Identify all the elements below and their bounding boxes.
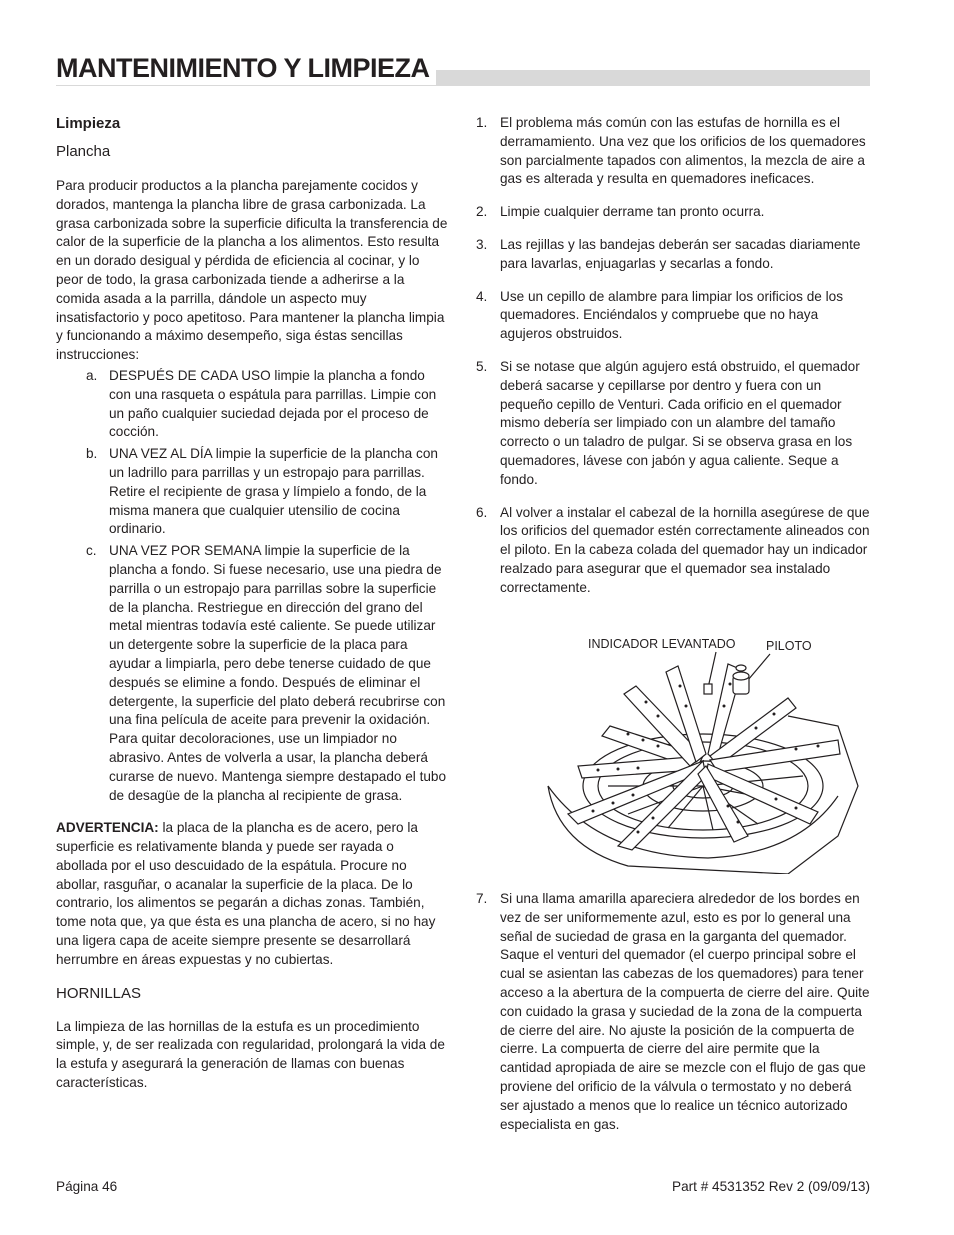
list-item-text: UNA VEZ POR SEMANA limpie la superficie de la plancha a fondo. Si fuese necesario, use una piedra de parrilla o un estropajo para parrillas sobre la superficie de la plancha. Restriegue en dirección del grano del metal mientras todavía esté caliente. Se puede utilizar un detergente sobre la superficie de la placa para ayudar a limpiarla, pero debe tenerse cuidado de que después se elimine a fondo. Después de eliminar el detergente, la superficie del plato deberá recubrirse con una fina película de aceite para prevenir la oxidación. Para quitar decoloraciones, use un limpiador no abrasivo. Antes de volverla a usar, la plancha deberá curarse de nuevo. Mantenga siempre destapado el tubo de desagüe de la plancha al recipiente de grasa. (109, 543, 447, 803)
list-item-label: b. (86, 446, 98, 462)
left-column (56, 114, 448, 1093)
list-item-label: 6. (476, 504, 488, 520)
page-number: Página 46 (56, 1179, 118, 1194)
list-item-text: Al volver a instalar el cabezal de la hornilla asegúrese de que los orificios del quemador estén correctamente alineados con el piloto. En la cabeza colada del quemador hay un indicador realzado para asegurar que el quemador sea instalado correctamente. (500, 504, 870, 595)
section-heading-limpieza: Limpieza (56, 115, 121, 132)
list-item-text: Limpie cualquier derrame tan pronto ocurra. (500, 204, 765, 220)
list-item-label: 3. (476, 236, 488, 252)
list-item (56, 367, 448, 442)
hornillas-paragraph: La limpieza de las hornillas de la estufa es un procedimiento simple, y, de ser realizada con regularidad, prolongará la vida de la estufa y asegurará la generación de llamas con buenas características. (56, 1018, 445, 1091)
page-title: MANTENIMIENTO Y LIMPIEZA (56, 51, 436, 85)
list-item (476, 504, 872, 598)
plancha-steps-list (56, 367, 448, 805)
list-item (476, 236, 872, 274)
list-item (476, 288, 872, 344)
list-item-label: c. (86, 543, 97, 559)
warning-text: la placa de la plancha es de acero, pero la superficie es relativamente blanda y puede ser rayada o abollada por el uso descuidado de la espátula. Procure no abollar, rasguñar, o acanalar la superficie de la placa. De lo contrario, los alimentos se pegarán a dichas zonas. También, tome nota que, ya que ésta es una plancha de acero, si no hay una ligera capa de aceite siempre presente se desarrollará herrumbre en áreas expuestas y no cubiertas. (56, 820, 436, 967)
figure-label-indicator: INDICADOR LEVANTADO (588, 637, 736, 651)
burner-illustration (538, 636, 864, 874)
part-number: Part # 4531352 Rev 2 (09/09/13) (672, 1179, 870, 1194)
list-item-label: 1. (476, 115, 488, 130)
list-item (476, 358, 872, 490)
list-item-label: 4. (476, 288, 488, 304)
list-item (56, 445, 448, 539)
subheading-hornillas: HORNILLAS (56, 984, 142, 1002)
intro-paragraph: Para producir productos a la plancha parejamente cocidos y dorados, mantenga la plancha libre de grasa carbonizada. La grasa carbonizada sobre la superficie dificulta la transferencia de calor de la superficie de la plancha a los alimentos. Esto resulta en un dorado desigual y pérdida de eficiencia al cocinar, y lo peor de todo, la grasa carbonizada tiende a adherirse a la comida asada a la parrilla, dándole un aspecto muy insatisfactorio y poco apetitoso. Para mantener la plancha limpia y funcionando a máximo desempeño, siga éstas sencillas instrucciones: (56, 178, 448, 363)
list-item-text: DESPUÉS DE CADA USO limpie la plancha a fondo con una rasqueta o espátula para parrillas. Limpie con un paño cualquier suciedad dejada por el proceso de cocción. (109, 367, 437, 440)
list-item-text: Use un cepillo de alambre para limpiar los orificios de los quemadores. Enciéndalos y compruebe que no haya agujeros obstruidos. (500, 288, 844, 342)
list-item-text: UNA VEZ AL DÍA limpie la superficie de la plancha con un ladrillo para parrillas y un estropajo para parrillas. Retire el recipiente de grasa y límpielo a fondo, de la misma manera que cualquier utensilio de cocina ordinario. (109, 446, 438, 537)
list-item (476, 203, 872, 222)
list-item-label: 2. (476, 204, 488, 220)
list-item-text: Las rejillas y las bandejas deberán ser sacadas diariamente para lavarlas, enjuagarlas y secarlas a fondo. (500, 236, 861, 271)
list-item-text: Si una llama amarilla apareciera alrededor de los bordes en vez de ser uniformemente azul, esto es por lo general una señal de suciedad de grasa en la garganta del quemador. Saque el venturi del quemador (el cuerpo principal sobre el cual se asientan las cabezas de los quemadores) para tener acceso a la abertura de la compuerta de cierre del aire. Quite con cuidado la grasa y suciedad de la zona de la compuerta de cierre del aire. No ajuste la posición de la compuerta de cierre. La compuerta de cierre del aire permite que la cantidad apropiada de aire se mezcle con el flujo de gas que proviene del orificio de la válvula o termostato y no deberá ser ajustado a menos que lo realice un técnico autorizado especialista en gas. (500, 891, 870, 1132)
list-item (476, 114, 872, 189)
list-item-text: El problema más común con las estufas de hornilla es el derramamiento. Una vez que los orificios de los quemadores son parcialmente tapados con alimentos, la mezcla de aire a gas es alterada y resulta en quemadores ineficaces. (500, 115, 866, 187)
warning-paragraph (56, 819, 448, 969)
right-column (476, 114, 872, 612)
list-item (56, 542, 448, 805)
list-item-label: a. (86, 367, 98, 383)
burner-steps-list (476, 114, 872, 598)
list-item-label: 5. (476, 358, 488, 374)
burner-figure (538, 636, 864, 874)
list-item-7 (476, 890, 872, 1134)
list-item-text: Si se notase que algún agujero está obstruido, el quemador deberá sacarse y cepillarse por dentro y fuera con un pequeño cepillo de Venturi. Cada orificio en el quemador mismo debería ser limpiado con un alambre del tamaño correcto o un taladro de pulgar. Si se observa grasa en los quemadores, lávese con jabón y agua caliente. Seque a fondo. (500, 358, 860, 487)
subheading-plancha: Plancha (56, 143, 111, 160)
figure-label-pilot: PILOTO (766, 639, 812, 653)
warning-label: ADVERTENCIA: (56, 820, 159, 836)
list-item-label: 7. (476, 891, 488, 906)
